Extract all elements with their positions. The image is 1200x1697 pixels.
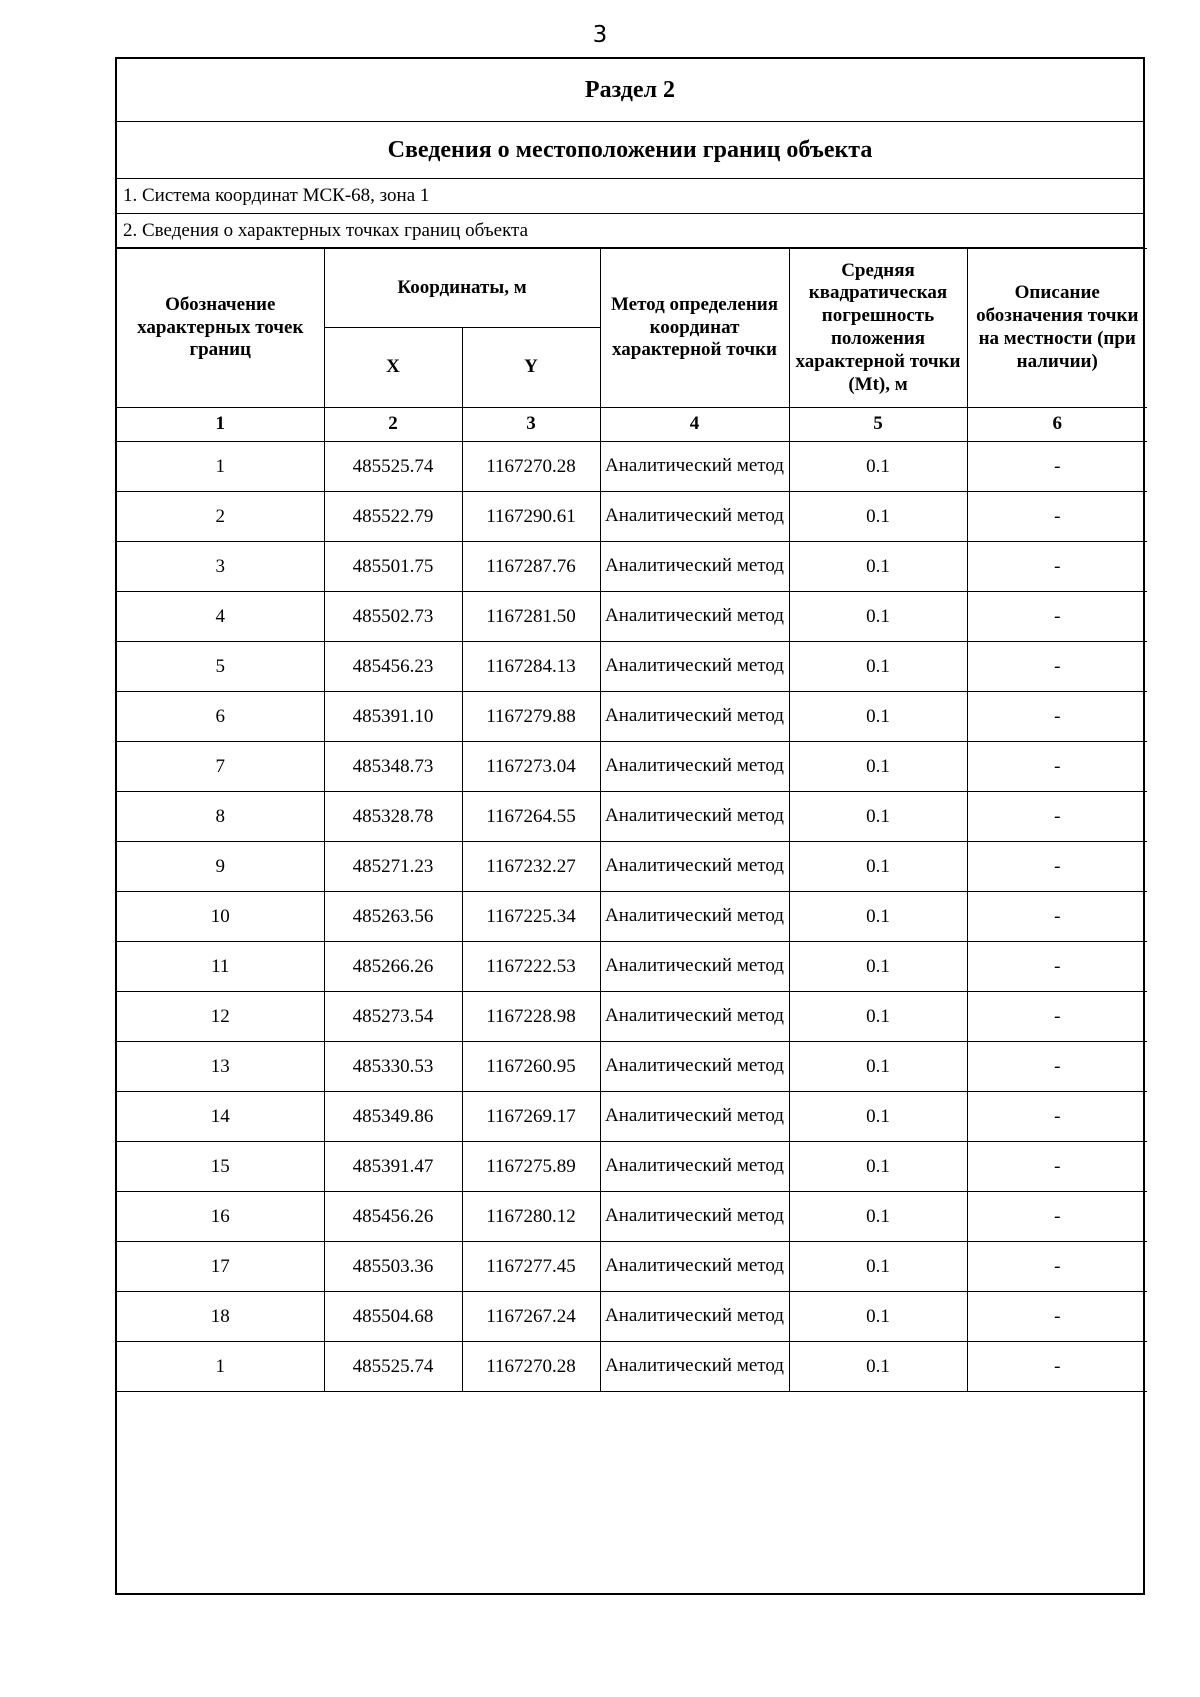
column-number: 5 [789,408,967,442]
description-cell: - [967,1192,1147,1242]
x-coordinate-cell: 485501.75 [324,542,462,592]
column-number: 4 [600,408,789,442]
table-row [117,542,1147,592]
column-number: 2 [324,408,462,442]
y-coordinate-cell: 1167280.12 [462,1192,600,1242]
point-id-cell: 10 [117,892,324,942]
description-cell: - [967,442,1147,492]
y-coordinate-cell: 1167281.50 [462,592,600,642]
table-row [117,1092,1147,1142]
error-cell: 0.1 [789,692,967,742]
table-row [117,642,1147,692]
x-coordinate-cell: 485273.54 [324,992,462,1042]
method-cell: Аналитический метод [600,1092,789,1142]
x-coordinate-cell: 485502.73 [324,592,462,642]
table-row [117,842,1147,892]
table-row [117,942,1147,992]
x-coordinate-cell: 485525.74 [324,1342,462,1392]
x-coordinate-cell: 485522.79 [324,492,462,542]
x-coordinate-cell: 485391.10 [324,692,462,742]
x-coordinate-cell: 485525.74 [324,442,462,492]
error-cell: 0.1 [789,442,967,492]
point-id-cell: 7 [117,742,324,792]
section-subtitle: Сведения о местоположении границ объекта [117,122,1143,179]
method-cell: Аналитический метод [600,842,789,892]
table-row [117,1342,1147,1392]
column-number: 3 [462,408,600,442]
table-row [117,1142,1147,1192]
description-cell: - [967,892,1147,942]
table-row [117,792,1147,842]
error-cell: 0.1 [789,492,967,542]
coordinate-system-line: 1. Система координат МСК-68, зона 1 [117,179,1143,214]
point-id-cell: 16 [117,1192,324,1242]
table-row [117,692,1147,742]
x-coordinate-cell: 485456.23 [324,642,462,692]
point-id-cell: 14 [117,1092,324,1142]
y-coordinate-cell: 1167287.76 [462,542,600,592]
description-cell: - [967,742,1147,792]
x-coordinate-cell: 485348.73 [324,742,462,792]
error-cell: 0.1 [789,892,967,942]
error-cell: 0.1 [789,1192,967,1242]
y-coordinate-cell: 1167225.34 [462,892,600,942]
y-coordinate-cell: 1167273.04 [462,742,600,792]
y-coordinate-cell: 1167260.95 [462,1042,600,1092]
y-coordinate-cell: 1167270.28 [462,442,600,492]
error-cell: 0.1 [789,542,967,592]
method-cell: Аналитический метод [600,942,789,992]
header-method: Метод определения координат характерной точки [600,249,789,408]
y-coordinate-cell: 1167232.27 [462,842,600,892]
point-id-cell: 17 [117,1242,324,1292]
point-id-cell: 5 [117,642,324,692]
error-cell: 0.1 [789,742,967,792]
column-number: 6 [967,408,1147,442]
description-cell: - [967,942,1147,992]
error-cell: 0.1 [789,1092,967,1142]
x-coordinate-cell: 485263.56 [324,892,462,942]
description-cell: - [967,492,1147,542]
x-coordinate-cell: 485456.26 [324,1192,462,1242]
point-id-cell: 1 [117,442,324,492]
table-row [117,1242,1147,1292]
description-cell: - [967,992,1147,1042]
description-cell: - [967,592,1147,642]
description-cell: - [967,542,1147,592]
table-row [117,442,1147,492]
table-row [117,1042,1147,1092]
description-cell: - [967,1342,1147,1392]
y-coordinate-cell: 1167290.61 [462,492,600,542]
page-number: 3 [592,22,608,48]
y-coordinate-cell: 1167277.45 [462,1242,600,1292]
description-cell: - [967,642,1147,692]
point-id-cell: 1 [117,1342,324,1392]
method-cell: Аналитический метод [600,1292,789,1342]
header-description: Описание обозначения точки на местности (при наличии) [967,249,1147,408]
table-row [117,892,1147,942]
point-id-cell: 8 [117,792,324,842]
header-x: X [324,328,462,408]
point-id-cell: 9 [117,842,324,892]
method-cell: Аналитический метод [600,742,789,792]
y-coordinate-cell: 1167269.17 [462,1092,600,1142]
description-cell: - [967,1292,1147,1342]
error-cell: 0.1 [789,1292,967,1342]
method-cell: Аналитический метод [600,442,789,492]
description-cell: - [967,1042,1147,1092]
description-cell: - [967,1092,1147,1142]
y-coordinate-cell: 1167275.89 [462,1142,600,1192]
x-coordinate-cell: 485504.68 [324,1292,462,1342]
x-coordinate-cell: 485349.86 [324,1092,462,1142]
error-cell: 0.1 [789,1342,967,1392]
point-id-cell: 6 [117,692,324,742]
points-table-body [117,442,1147,1392]
method-cell: Аналитический метод [600,642,789,692]
method-cell: Аналитический метод [600,1042,789,1092]
x-coordinate-cell: 485391.47 [324,1142,462,1192]
column-number: 1 [117,408,324,442]
table-row [117,1292,1147,1342]
table-row [117,742,1147,792]
description-cell: - [967,1242,1147,1292]
error-cell: 0.1 [789,992,967,1042]
y-coordinate-cell: 1167284.13 [462,642,600,692]
table-row [117,592,1147,642]
error-cell: 0.1 [789,1142,967,1192]
x-coordinate-cell: 485330.53 [324,1042,462,1092]
method-cell: Аналитический метод [600,1242,789,1292]
method-cell: Аналитический метод [600,592,789,642]
table-row [117,492,1147,542]
method-cell: Аналитический метод [600,892,789,942]
header-error: Средняя квадратическая погрешность положения характерной точки (Mt), м [789,249,967,408]
x-coordinate-cell: 485266.26 [324,942,462,992]
x-coordinate-cell: 485503.36 [324,1242,462,1292]
error-cell: 0.1 [789,842,967,892]
point-id-cell: 3 [117,542,324,592]
point-id-cell: 13 [117,1042,324,1092]
points-table [117,248,1147,1392]
y-coordinate-cell: 1167267.24 [462,1292,600,1342]
point-id-cell: 18 [117,1292,324,1342]
point-id-cell: 12 [117,992,324,1042]
y-coordinate-cell: 1167270.28 [462,1342,600,1392]
x-coordinate-cell: 485271.23 [324,842,462,892]
description-cell: - [967,692,1147,742]
document-frame [115,57,1145,1595]
x-coordinate-cell: 485328.78 [324,792,462,842]
point-id-cell: 15 [117,1142,324,1192]
method-cell: Аналитический метод [600,492,789,542]
header-coordinates: Координаты, м [324,249,600,328]
error-cell: 0.1 [789,1042,967,1092]
method-cell: Аналитический метод [600,542,789,592]
description-cell: - [967,842,1147,892]
point-id-cell: 11 [117,942,324,992]
header-designation: Обозначение характерных точек границ [117,249,324,408]
method-cell: Аналитический метод [600,1192,789,1242]
table-row [117,992,1147,1042]
point-id-cell: 4 [117,592,324,642]
y-coordinate-cell: 1167279.88 [462,692,600,742]
method-cell: Аналитический метод [600,792,789,842]
error-cell: 0.1 [789,942,967,992]
y-coordinate-cell: 1167264.55 [462,792,600,842]
point-id-cell: 2 [117,492,324,542]
description-cell: - [967,792,1147,842]
description-cell: - [967,1142,1147,1192]
table-row [117,1192,1147,1242]
y-coordinate-cell: 1167228.98 [462,992,600,1042]
points-info-line: 2. Сведения о характерных точках границ объекта [117,214,1143,248]
error-cell: 0.1 [789,792,967,842]
error-cell: 0.1 [789,1242,967,1292]
error-cell: 0.1 [789,642,967,692]
method-cell: Аналитический метод [600,692,789,742]
method-cell: Аналитический метод [600,1342,789,1392]
header-y: Y [462,328,600,408]
section-title: Раздел 2 [117,59,1143,122]
y-coordinate-cell: 1167222.53 [462,942,600,992]
error-cell: 0.1 [789,592,967,642]
empty-area [117,1392,1143,1572]
method-cell: Аналитический метод [600,992,789,1042]
method-cell: Аналитический метод [600,1142,789,1192]
